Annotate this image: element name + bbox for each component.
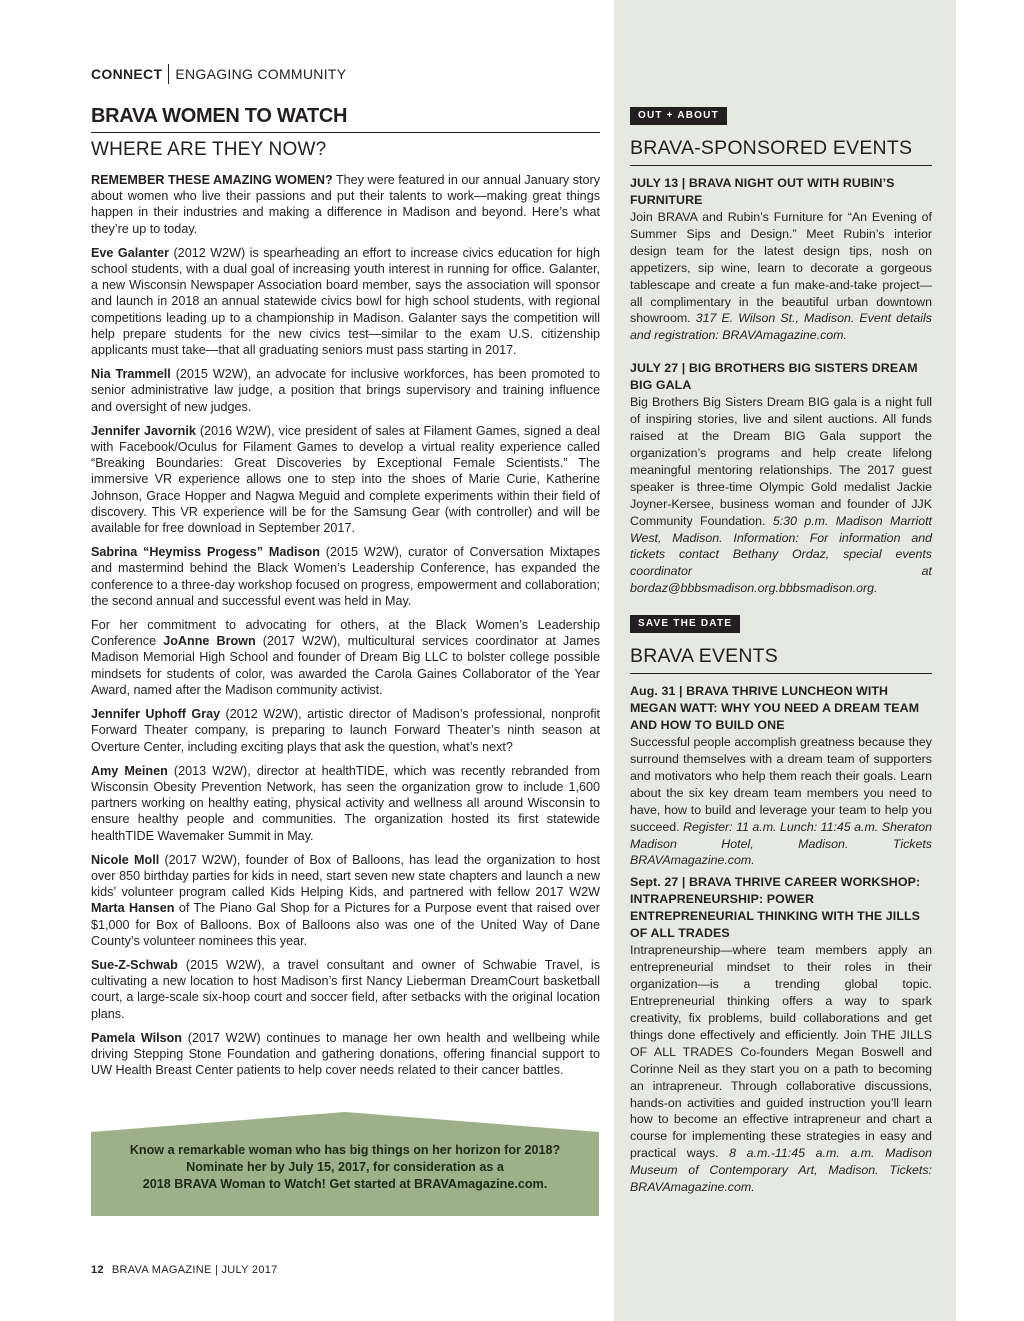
event-heading: Aug. 31 | BRAVA THRIVE LUNCHEON WITH MEGAN WATT: WHY YOU NEED A DREAM TEAM AND HOW TO BUILD ONE (630, 684, 920, 733)
main-column (91, 62, 600, 1086)
entry-paragraph (91, 1030, 600, 1079)
event-details: 5:30 p.m. Madison Marriott West, Madison. Information: For information and tickets contact Bethany Ordaz, special events coordinator at bordaz@bbbsmadison.org.bbbsmadison.org. (630, 513, 932, 596)
event-details: 8 a.m.-11:45 a.m. a.m. Madison Museum of Contemporary Art, Madison. Tickets: BRAVAmagazine.com. (630, 1146, 932, 1195)
page-footer (91, 1264, 278, 1276)
entry-paragraph (91, 763, 600, 844)
event-text: Join BRAVA and Rubin’s Furniture for “An Evening of Summer Sips and Design.” Meet Rubin’s interior design team for the latest design tips, nosh on appetizers, sip wine, learn to decorate a gorgeous tablescape and create a fun make-and-take project—all complimentary in the beautiful urban downtown showroom. (630, 210, 932, 326)
entry-paragraph (91, 957, 600, 1022)
brava-events-title: BRAVA EVENTS (630, 644, 932, 674)
entry-text: (2012 W2W), artistic director of Madison’s professional, nonprofit Forward Theater company, is preparing to launch Forward Theater’s ninth season at Overture Center, including exciting plays that ask the question, what’s next? (91, 707, 600, 754)
event-body (630, 394, 932, 597)
entry-name: Jennifer Javornik (91, 423, 196, 438)
callout-line-2: Nominate her by July 15, 2017, for consideration as a (186, 1160, 504, 1174)
entry-name: JoAnne Brown (163, 634, 256, 649)
entry-name: Sue-Z-Schwab (91, 957, 178, 972)
footer-text: BRAVA MAGAZINE | JULY 2017 (111, 1264, 278, 1276)
entry-text: (2015 W2W), curator of Conversation Mixtapes and mastermind behind the Black Women’s Leadership Conference, has expanded the conference to a three-day workshop focused on progress, empowerment and collaboration; the second annual and successful event was held in May. (91, 545, 600, 608)
event-heading: JULY 27 | BIG BROTHERS BIG SISTERS DREAM BIG GALA (630, 361, 918, 393)
entry-text: (2013 W2W), director at healthTIDE, which was recently rebranded from Wisconsin Obesity Prevention Network, has seen the organization grow to include 1,600 partners working on healthy eating, physical activity and wellness all around Wisconsin to ensure healthy people and communities. The organization hosted its first statewide healthTIDE Wavemaker Summit in May. (91, 763, 600, 843)
event-body (630, 209, 932, 344)
out-about-tag: OUT + ABOUT (630, 107, 727, 125)
entry-paragraph (91, 245, 600, 358)
sponsored-events-title: BRAVA-SPONSORED EVENTS (630, 136, 932, 166)
article-title: BRAVA WOMEN TO WATCH (91, 104, 600, 133)
intro-paragraph (91, 172, 600, 237)
entry-name: Pamela Wilson (91, 1030, 183, 1045)
section-label: CONNECT (91, 66, 163, 82)
section-header (91, 62, 600, 86)
entry-paragraph (91, 423, 600, 536)
page-number: 12 (91, 1264, 104, 1276)
entry-name: Jennifer Uphoff Gray (91, 707, 221, 722)
brown-post: (2017 W2W), multicultural services coordinator at James Madison Memorial High School and founder of Dream Big LLC to bolster college possible mindsets for students of color, was awarded the Carola Gaines Collaborator of the Year Award, named after the Madison community activist. (91, 634, 601, 697)
save-date-tag-wrap (630, 613, 932, 633)
partner-name: Marta Hansen (91, 901, 175, 916)
entry-text: (2015 W2W), a travel consultant and owner of Schwabie Travel, is cultivating a new location to host Madison’s first Nancy Lieberman DreamCourt basketball court, a large-scale six-hoop court and soccer field, after setbacks with the original location plans. (91, 957, 600, 1021)
event-heading: JULY 13 | BRAVA NIGHT OUT WITH RUBIN’S FURNITURE (630, 176, 895, 207)
entry-text: (2017 W2W) continues to manage her own health and wellbeing while driving Stepping Stone Foundation and gathering donations, offering financial support to UW Health Breast Center patients to help cover needs related to their cancer battles. (91, 1030, 600, 1078)
entry-name: Nia Trammell (91, 367, 171, 382)
event-body (630, 942, 932, 1196)
callout-line-1: Know a remarkable woman who has big things on her horizon for 2018? (129, 1143, 561, 1157)
entry-text: (2015 W2W), an advocate for inclusive workforces, has been promoted to senior administrative law judge, a position that brings supervisory and training influence and oversight of new judges. (91, 367, 600, 414)
entry-text: (2016 W2W), vice president of sales at Filament Games, signed a deal with Facebook/Oculus for Filament Games to develop a virtual reality experience called “Breaking Boundaries: Great Discoveries by Exceptional Female Scientists.” The immersive VR experience allows one to step into the shoes of Marie Curie, Katherine Johnson, Grace Hopper and Nagwa Meguid and complete experiments within their field of discovery. This VR experience will be for the Samsung Gear (with controller) and will be available for free download in September 2017. (91, 423, 600, 536)
event-details: Register: 11 a.m. Lunch: 11:45 a.m. Sheraton Madison Hotel, Madison. Tickets BRAVAmagazine.com. (630, 819, 932, 868)
event-body (630, 734, 932, 869)
event-details: 317 E. Wilson St., Madison. Event details and registration: BRAVAmagazine.com. (630, 311, 932, 343)
entry-name: Eve Galanter (91, 245, 169, 260)
callout-line-3: 2018 BRAVA Woman to Watch! Get started at BRAVAmagazine.com. (142, 1177, 548, 1191)
entry-name: Sabrina “Heymiss Progess” Madison (91, 545, 320, 560)
moll-paragraph (91, 852, 600, 949)
callout-text (91, 1142, 599, 1193)
intro-text: They were featured in our annual January story about women who live their passions and put their talents to work—making great things happen in their industries and making a difference in Madison and beyond. Here’s what they’re up to today. (91, 173, 601, 236)
sidebar-column (630, 105, 932, 1212)
moll-text: (2017 W2W), founder of Box of Balloons, has lead the organization to host over 850 birthday parties for kids in need, start seven new state chapters and launch a new kids’ volunteer program called Kids Helping Kids, and partnered with fellow 2017 W2W (91, 852, 600, 900)
event-text: Successful people accomplish greatness because they surround themselves with a dream team of supporters and motivators who help them reach their goals. Learn about the six key dream team members you need to have, how to build and leverage your team to help you succeed. (630, 735, 932, 834)
article-subtitle: WHERE ARE THEY NOW? (91, 139, 327, 160)
event-text: Intrapreneurship—where team members apply an entrepreneurial mindset to their roles in their organization—is a trending global topic. Entrepreneurial thinking offers a way to spark creativity, fix problems, build collaborations and get things done effectively and efficiently. Join THE JILLS OF ALL TRADES Co-founders Megan Boswell and Corinne Neil as they start you on a path to becoming an intrapreneur. Through collaborative discussions, hands-on activities and guided instruction you’ll learn how to become an effective intrapreneur and chart a course for implementing these strategies in easy and practical ways. (630, 943, 932, 1161)
section-divider (168, 64, 169, 84)
intro-lead: REMEMBER THESE AMAZING WOMEN? (91, 173, 333, 187)
entry-paragraph (91, 544, 600, 609)
entry-paragraph (91, 366, 600, 415)
entry-paragraph (91, 706, 600, 755)
brown-paragraph (91, 617, 600, 698)
event-text: Big Brothers Big Sisters Dream BIG gala is a night full of inspiring stories, live and silent auctions. All funds raised at the Dream BIG Gala support the organization’s programs and help create lifelong meaningful mentoring relationships. The 2017 guest speaker is three-time Olympic Gold medalist Jackie Joyner-Kersee, business woman and founder of JJK Community Foundation. (630, 395, 932, 528)
section-sublabel: ENGAGING COMMUNITY (175, 66, 347, 82)
nomination-callout (91, 1112, 599, 1216)
entry-text: (2012 W2W) is spearheading an effort to increase civics education for high school students, with a dual goal of increasing youth interest in running for office. Galanter, a new Wisconsin Newspaper Association board member, says the association will sponsor and launch in 2018 an annual statewide civics bowl for high school students, with regional competitions leading up to a championship in Madison. Galanter says the competition will help prepare students for the new civics test—similar to the exam U.S. citizenship applicants must take—that all graduating seniors must pass starting in 2017. (91, 245, 600, 358)
entry-name: Nicole Moll (91, 852, 160, 867)
brown-pre: For her commitment to advocating for others, at the Black Women’s Leadership Conference (91, 618, 600, 649)
event-heading: Sept. 27 | BRAVA THRIVE CAREER WORKSHOP: INTRAPRENEURSHIP: POWER ENTREPRENEURIAL THINKING WITH THE JILLS OF ALL TRADES (630, 875, 921, 941)
moll-text-2: of The Piano Gal Shop for a Pictures for a Purpose event that raised over $1,000 for Box of Balloons. Box of Balloons also was one of the United Way of Dane County’s volunteer nominees this year. (91, 901, 600, 948)
entry-name: Amy Meinen (91, 763, 168, 778)
save-the-date-tag: SAVE THE DATE (630, 615, 740, 633)
